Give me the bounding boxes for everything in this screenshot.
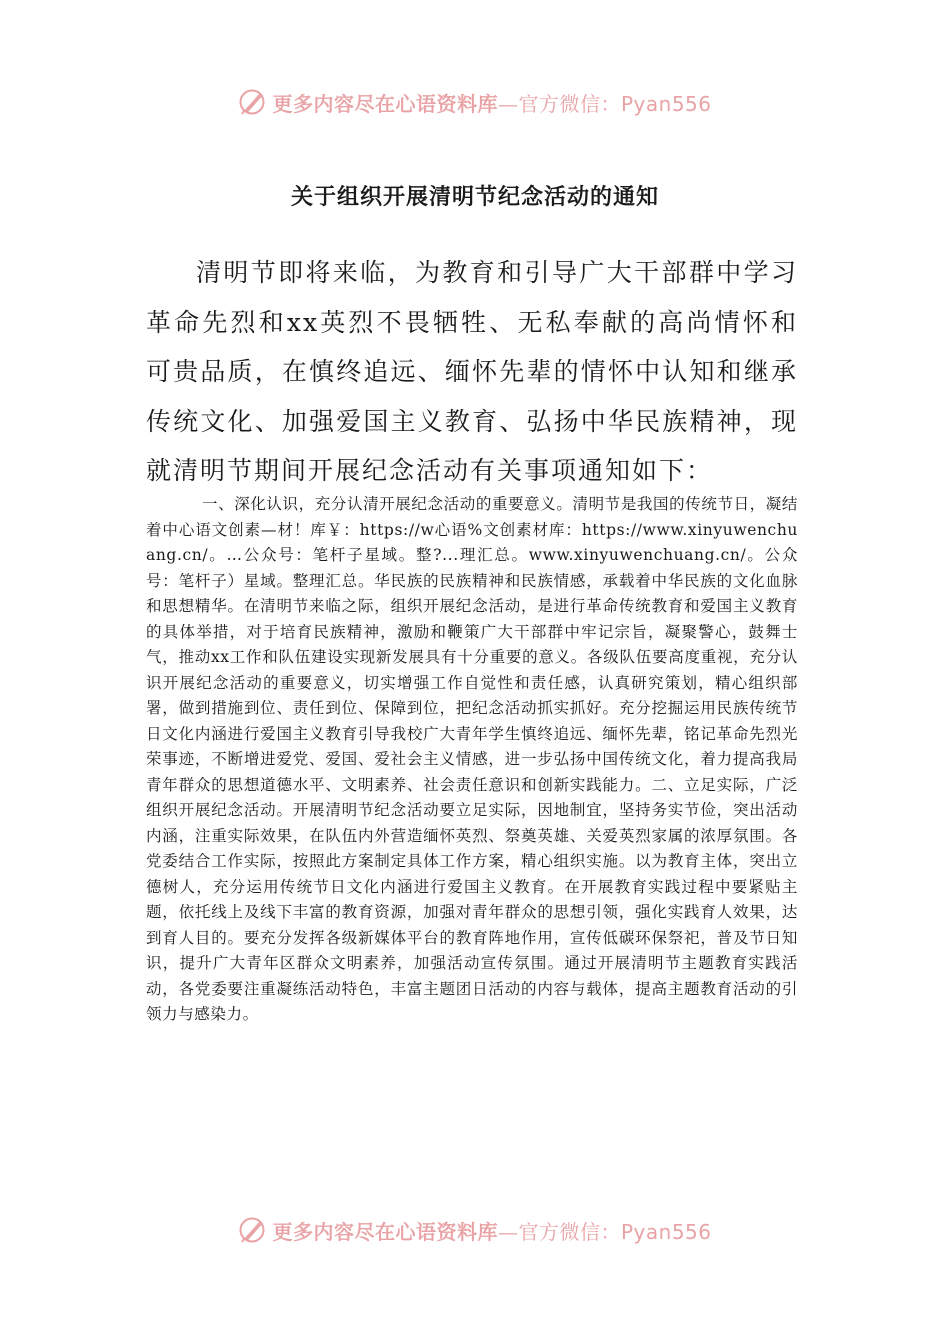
footer-watermark [0,1210,950,1250]
lead-paragraph: 清明节即将来临，为教育和引导广大干部群中学习革命先烈和xx英烈不畏牺牲、无私奉献的高尚情怀和可贵品质，在慎终追远、缅怀先辈的情怀中认知和继承传统文化、加强爱国主义教育、弘扬中华民族精神，现就清明节期间开展纪念活动有关事项通知如下： [146,258,798,485]
watermark-wechat-id: Pyan556 [620,1219,712,1244]
watermark-main-text: 更多内容尽在心语资料库 [272,1219,498,1244]
header-watermark [0,82,950,122]
document-title: 关于组织开展清明节纪念活动的通知 [290,184,659,210]
watermark-dash: — [497,91,519,116]
watermark-wechat-id: Pyan556 [620,91,712,116]
watermark-main-text: 更多内容尽在心语资料库 [272,91,498,116]
quill-logo-icon [238,1215,268,1245]
body-paragraph: 一、深化认识，充分认清开展纪念活动的重要意义。清明节是我国的传统节日，凝结着中心语文创素—材！库￥：https://w心语%文创素材库：https://www.xinyuwenchuang.cn/。…公众号：笔杆子星域。整?...理汇总。www.xinyuwenchuang.cn/。公众号：笔杆子）星域。整理汇总。华民族的民族精神和民族情感，承载着中华民族的文化血脉和思想精华。在清明节来临之际，组织开展纪念活动，是进行革命传统教育和爱国主义教育的具体举措，对于培育民族精神，激励和鞭策广大干部群中牢记宗旨，凝聚警心，鼓舞士气，推动xx工作和队伍建设实现新发展具有十分重要的意义。各级队伍要高度重视，充分认识开展纪念活动的重要意义，切实增强工作自觉性和责任感，认真研究策划，精心组织部署，做到措施到位、责任到位、保障到位，把纪念活动抓实抓好。充分挖掘运用民族传统节日文化内涵进行爱国主义教育引导我校广大青年学生慎终追远、缅怀先辈，铭记革命先烈光荣事迹，不断增进爱党、爱国、爱社会主义情感，进一步弘扬中国传统文化，着力提高我局青年群众的思想道德水平、文明素养、社会责任意识和创新实践能力。二、立足实际，广泛组织开展纪念活动。开展清明节纪念活动要立足实际，因地制宜，坚持务实节俭，突出活动内涵，注重实际效果，在队伍内外营造缅怀英烈、祭奠英雄、关爱英烈家属的浓厚氛围。各党委结合工作实际，按照此方案制定具体工作方案，精心组织实施。以为教育主体，突出立德树人，充分运用传统节日文化内涵进行爱国主义教育。在开展教育实践过程中要紧贴主题，依托线上及线下丰富的教育资源，加强对青年群众的思想引领，强化实践育人效果，达到育人目的。要充分发挥各级新媒体平台的教育阵地作用，宣传低碳环保祭祀，普及节日知识，提升广大青年区群众文明素养，加强活动宣传氛围。通过开展清明节主题教育实践活动，各党委要注重凝练活动特色，丰富主题团日活动的内容与载体，提高主题教育活动的引领力与感染力。 [146,495,798,1023]
watermark-dash: — [497,1219,519,1244]
quill-logo-icon [238,87,268,117]
watermark-official-text: 官方微信： [518,1219,621,1244]
watermark-official-text: 官方微信： [518,91,621,116]
